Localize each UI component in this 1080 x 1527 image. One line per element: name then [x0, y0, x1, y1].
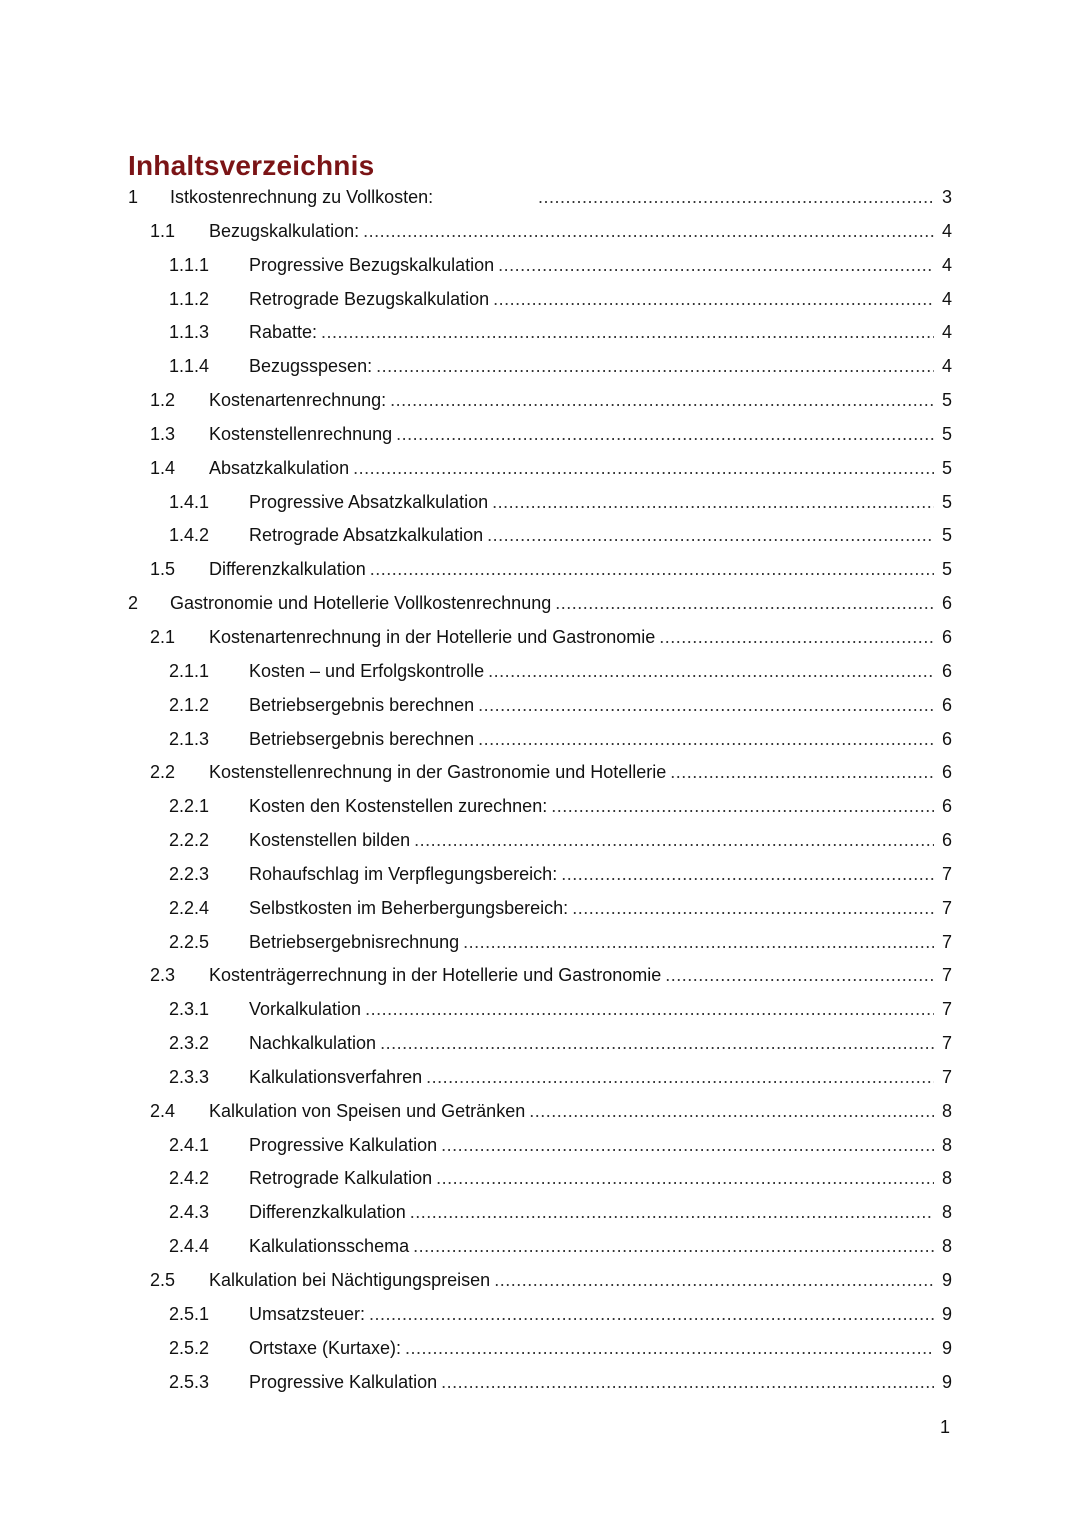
toc-entry-page: 5 — [941, 423, 952, 444]
toc-entry[interactable] — [0, 1332, 1080, 1366]
toc-entry-page: 9 — [941, 1337, 952, 1358]
toc-entry-leader — [249, 1298, 934, 1332]
toc-entry-leader — [209, 553, 934, 587]
toc-entry-page: 4 — [941, 322, 952, 343]
toc-entry-page: 4 — [941, 356, 952, 377]
toc-dot-leader — [659, 621, 934, 655]
toc-dot-leader — [665, 959, 934, 993]
toc-entry-page: 8 — [941, 1202, 952, 1223]
toc-dot-leader — [414, 824, 934, 858]
page-number: 1 — [939, 1417, 950, 1437]
toc-dot-leader — [538, 181, 934, 215]
toc-entry-title: Vorkalkulation — [249, 993, 365, 1027]
toc-entry[interactable] — [0, 452, 1080, 486]
toc-entry-title: Retrograde Bezugskalkulation — [249, 283, 493, 317]
toc-dot-leader — [555, 587, 934, 621]
toc-entry-leader — [249, 1366, 934, 1400]
toc-entry[interactable] — [0, 959, 1080, 993]
toc-entry-title: Kalkulation bei Nächtigungspreisen — [209, 1264, 494, 1298]
toc-dot-leader — [321, 316, 934, 350]
toc-dot-leader — [670, 756, 934, 790]
toc-entry-title: Kostenartenrechnung in der Hotellerie und Gastronomie — [209, 621, 659, 655]
toc-dot-leader — [436, 1162, 934, 1196]
toc-dot-leader — [572, 892, 934, 926]
toc-entry-leader — [170, 587, 934, 621]
toc-entry[interactable] — [0, 790, 1080, 824]
toc-entry-page: 8 — [941, 1134, 952, 1155]
toc-entry-number: 1.4.2 — [169, 525, 210, 546]
toc-entry-title: Progressive Kalkulation — [249, 1129, 441, 1163]
toc-entry-number: 1.1.2 — [169, 288, 210, 309]
toc-entry-number: 2.3 — [150, 965, 176, 986]
toc-entry-number: 2.2.3 — [169, 863, 210, 884]
toc-entry[interactable] — [0, 858, 1080, 892]
toc-entry-number: 1.2 — [150, 390, 176, 411]
toc-entry-title: Bezugsspesen: — [249, 350, 376, 384]
toc-entry-number: 2.5.2 — [169, 1337, 210, 1358]
toc-dot-leader — [365, 993, 934, 1027]
toc-entry-leader — [249, 1027, 934, 1061]
toc-entry[interactable] — [0, 350, 1080, 384]
toc-entry-leader — [249, 993, 934, 1027]
toc-entry-page: 7 — [941, 965, 952, 986]
toc-entry-page: 8 — [941, 1236, 952, 1257]
toc-entry-leader — [249, 350, 934, 384]
toc-dot-leader — [561, 858, 934, 892]
toc-entry-title: Umsatzsteuer: — [249, 1298, 369, 1332]
toc-entry[interactable] — [0, 519, 1080, 553]
toc-entry-number: 2.1.2 — [169, 694, 210, 715]
toc-entry[interactable] — [0, 621, 1080, 655]
toc-entry-page: 6 — [941, 660, 952, 681]
toc-entry-number: 1.1.1 — [169, 254, 210, 275]
toc-entry-leader — [209, 384, 934, 418]
toc-entry-title: Betriebsergebnis berechnen — [249, 723, 478, 757]
toc-entry-page: 4 — [941, 254, 952, 275]
toc-entry-number: 2.4.1 — [169, 1134, 210, 1155]
toc-entry-leader — [249, 689, 934, 723]
toc-entry-title: Kostenstellenrechnung in der Gastronomie und Hotellerie — [209, 756, 670, 790]
toc-entry-title: Progressive Kalkulation — [249, 1366, 441, 1400]
toc-dot-leader — [478, 723, 934, 757]
toc-entry-title: Bezugskalkulation: — [209, 215, 363, 249]
toc-entry-page: 5 — [941, 457, 952, 478]
toc-dot-leader — [551, 790, 934, 824]
toc-entry[interactable] — [0, 1162, 1080, 1196]
toc-dot-leader — [353, 452, 934, 486]
toc-dot-leader — [413, 1230, 934, 1264]
toc-entry-title: Differenzkalkulation — [209, 553, 370, 587]
toc-entry-leader — [209, 1264, 934, 1298]
toc-entry[interactable] — [0, 486, 1080, 520]
toc-dot-leader — [478, 689, 934, 723]
toc-entry-number: 1.1.3 — [169, 322, 210, 343]
toc-entry-title: Kalkulation von Speisen und Getränken — [209, 1095, 529, 1129]
toc-entry[interactable] — [0, 1095, 1080, 1129]
toc-dot-leader — [405, 1332, 934, 1366]
toc-entry-page: 9 — [941, 1303, 952, 1324]
toc-dot-leader — [410, 1196, 934, 1230]
toc-entry-number: 2 — [128, 593, 139, 614]
toc-entry-number: 2.2.4 — [169, 897, 210, 918]
toc-entry-title: Selbstkosten im Beherbergungsbereich: — [249, 892, 572, 926]
toc-entry-leader — [249, 824, 934, 858]
toc-entry-page: 7 — [941, 1033, 952, 1054]
toc-entry[interactable] — [0, 181, 1080, 215]
toc-entry-page: 7 — [941, 999, 952, 1020]
toc-entry[interactable] — [0, 1230, 1080, 1264]
toc-entry-leader — [209, 756, 934, 790]
toc-dot-leader — [494, 1264, 934, 1298]
toc-dot-leader — [390, 384, 934, 418]
toc-entry[interactable] — [0, 993, 1080, 1027]
toc-entry-number: 2.4.2 — [169, 1168, 210, 1189]
toc-entry-leader — [209, 418, 934, 452]
toc-entry-title: Ortstaxe (Kurtaxe): — [249, 1332, 405, 1366]
toc-entry-title: Kostenträgerrechnung in der Hotellerie und Gastronomie — [209, 959, 665, 993]
toc-entry-leader — [249, 486, 934, 520]
toc-entry-number: 2.2.1 — [169, 796, 210, 817]
toc-entry-title: Kosten – und Erfolgskontrolle — [249, 655, 488, 689]
toc-entry[interactable] — [0, 553, 1080, 587]
toc-entry[interactable] — [0, 1196, 1080, 1230]
toc-dot-leader — [441, 1129, 934, 1163]
toc-entry-number: 1.4.1 — [169, 491, 210, 512]
toc-dot-leader — [498, 249, 934, 283]
toc-entry[interactable] — [0, 824, 1080, 858]
toc-entry-title: Progressive Absatzkalkulation — [249, 486, 492, 520]
toc-entry-leader — [249, 655, 934, 689]
toc-dot-leader — [370, 553, 934, 587]
toc-entry-title: Gastronomie und Hotellerie Vollkostenrechnung — [170, 587, 555, 621]
toc-dot-leader — [463, 926, 934, 960]
toc-entry-title: Kostenstellen bilden — [249, 824, 414, 858]
toc-entry-page: 8 — [941, 1100, 952, 1121]
toc-entry[interactable] — [0, 418, 1080, 452]
toc-entry[interactable] — [0, 1027, 1080, 1061]
toc-entry-leader — [249, 926, 934, 960]
toc-entry-title: Kostenstellenrechnung — [209, 418, 396, 452]
toc-entry-leader — [249, 519, 934, 553]
toc-dot-leader — [363, 215, 934, 249]
toc-entry[interactable] — [0, 215, 1080, 249]
toc-entry-leader — [249, 316, 934, 350]
toc-entry-number: 1 — [128, 187, 139, 207]
toc-entry-page: 3 — [941, 187, 952, 207]
toc-entry-page: 6 — [941, 593, 952, 614]
toc-entry-page: 6 — [941, 830, 952, 851]
toc-entry-page: 6 — [941, 626, 952, 647]
toc-entry-leader — [249, 892, 934, 926]
toc-entry[interactable] — [0, 1129, 1080, 1163]
toc-entry-leader — [249, 1230, 934, 1264]
toc-entry-number: 2.4 — [150, 1100, 176, 1121]
toc-entry-number: 2.4.4 — [169, 1236, 210, 1257]
toc-entry-page: 6 — [941, 728, 952, 749]
toc-entry-leader — [249, 723, 934, 757]
toc-entry-leader — [209, 452, 934, 486]
toc-entry[interactable] — [0, 283, 1080, 317]
toc-dot-leader — [369, 1298, 934, 1332]
toc-entry-leader — [170, 181, 934, 215]
toc-entry-leader — [249, 249, 934, 283]
toc-entry[interactable] — [0, 1366, 1080, 1400]
toc-entry-title: Progressive Bezugskalkulation — [249, 249, 498, 283]
toc-entry-number: 1.1 — [150, 220, 176, 241]
toc-entry[interactable] — [0, 655, 1080, 689]
toc-entry[interactable] — [0, 316, 1080, 350]
toc-entry-leader — [249, 283, 934, 317]
toc-entry-leader — [249, 1332, 934, 1366]
toc-entry-number: 2.4.3 — [169, 1202, 210, 1223]
toc-entry-number: 2.5 — [150, 1270, 176, 1290]
toc-entry-number: 2.5.3 — [169, 1371, 210, 1392]
toc-entry-title: Nachkalkulation — [249, 1027, 380, 1061]
toc-entry-title: Istkostenrechnung zu Vollkosten: — [170, 181, 538, 215]
toc-heading: Inhaltsverzeichnis — [128, 150, 375, 181]
toc-entry-page: 5 — [941, 491, 952, 512]
toc-entry-number: 2.1.1 — [169, 660, 210, 681]
toc-dot-leader — [493, 283, 934, 317]
toc-entry-number: 2.3.3 — [169, 1066, 210, 1087]
toc-dot-leader — [426, 1061, 934, 1095]
toc-entry-page: 9 — [941, 1371, 952, 1392]
toc-entry-title: Kosten den Kostenstellen zurechnen: — [249, 790, 551, 824]
toc-entry-leader — [209, 215, 934, 249]
toc-entry-leader — [209, 1095, 934, 1129]
toc-entry[interactable] — [0, 892, 1080, 926]
toc-entry-leader — [249, 1061, 934, 1095]
toc-entry-number: 2.3.2 — [169, 1033, 210, 1054]
toc-entry[interactable] — [0, 926, 1080, 960]
toc-entry-title: Absatzkalkulation — [209, 452, 353, 486]
toc-entry-number: 1.3 — [150, 423, 176, 444]
toc-entry-page: 7 — [941, 1066, 952, 1087]
toc-entry-title: Betriebsergebnisrechnung — [249, 926, 463, 960]
toc-dot-leader — [529, 1095, 934, 1129]
toc-entry-leader — [249, 790, 934, 824]
toc-entry-leader — [249, 858, 934, 892]
toc-entry-number: 2.3.1 — [169, 999, 210, 1020]
toc-entry-page: 5 — [941, 525, 952, 546]
toc-entry[interactable] — [0, 1264, 1080, 1298]
toc-entry-page: 6 — [941, 694, 952, 715]
toc-entry-number: 2.2 — [150, 762, 176, 783]
toc-entry-number: 2.5.1 — [169, 1303, 210, 1324]
table-of-contents — [0, 181, 1080, 1399]
toc-dot-leader — [441, 1366, 934, 1400]
toc-entry-title: Kalkulationsverfahren — [249, 1061, 426, 1095]
toc-entry-page: 5 — [941, 559, 952, 580]
toc-entry-number: 2.2.5 — [169, 931, 210, 952]
toc-entry[interactable] — [0, 587, 1080, 621]
toc-entry[interactable] — [0, 689, 1080, 723]
toc-entry[interactable] — [0, 384, 1080, 418]
toc-entry-title: Retrograde Kalkulation — [249, 1162, 436, 1196]
toc-entry[interactable] — [0, 249, 1080, 283]
toc-dot-leader — [380, 1027, 934, 1061]
toc-dot-leader — [396, 418, 934, 452]
toc-dot-leader — [487, 519, 934, 553]
toc-entry-page: 6 — [941, 762, 952, 783]
toc-entry-page: 7 — [941, 931, 952, 952]
toc-entry-title: Rohaufschlag im Verpflegungsbereich: — [249, 858, 561, 892]
toc-entry-leader — [249, 1129, 934, 1163]
toc-entry-title: Kostenartenrechnung: — [209, 384, 390, 418]
toc-entry-number: 1.5 — [150, 559, 176, 580]
toc-entry-page: 6 — [941, 796, 952, 817]
toc-entry-page: 9 — [941, 1270, 952, 1290]
toc-entry-number: 1.4 — [150, 457, 176, 478]
toc-entry-page: 7 — [941, 863, 952, 884]
toc-entry-leader — [249, 1162, 934, 1196]
toc-dot-leader — [376, 350, 934, 384]
toc-entry[interactable] — [0, 756, 1080, 790]
toc-entry[interactable] — [0, 1298, 1080, 1332]
toc-dot-leader — [492, 486, 934, 520]
toc-entry-number: 2.1 — [150, 626, 176, 647]
toc-entry-page: 5 — [941, 390, 952, 411]
toc-entry-number: 2.2.2 — [169, 830, 210, 851]
toc-entry-page: 8 — [941, 1168, 952, 1189]
toc-dot-leader — [488, 655, 934, 689]
toc-entry[interactable] — [0, 723, 1080, 757]
toc-entry[interactable] — [0, 1061, 1080, 1095]
toc-entry-leader — [209, 621, 934, 655]
toc-entry-leader — [249, 1196, 934, 1230]
toc-entry-title: Differenzkalkulation — [249, 1196, 410, 1230]
toc-entry-title: Betriebsergebnis berechnen — [249, 689, 478, 723]
toc-entry-number: 1.1.4 — [169, 356, 210, 377]
toc-entry-page: 4 — [941, 288, 952, 309]
toc-entry-number: 2.1.3 — [169, 728, 210, 749]
toc-entry-page: 7 — [941, 897, 952, 918]
toc-entry-leader — [209, 959, 934, 993]
toc-entry-title: Retrograde Absatzkalkulation — [249, 519, 487, 553]
toc-entry-title: Rabatte: — [249, 316, 321, 350]
toc-entry-title: Kalkulationsschema — [249, 1230, 413, 1264]
toc-entry-page: 4 — [941, 220, 952, 241]
